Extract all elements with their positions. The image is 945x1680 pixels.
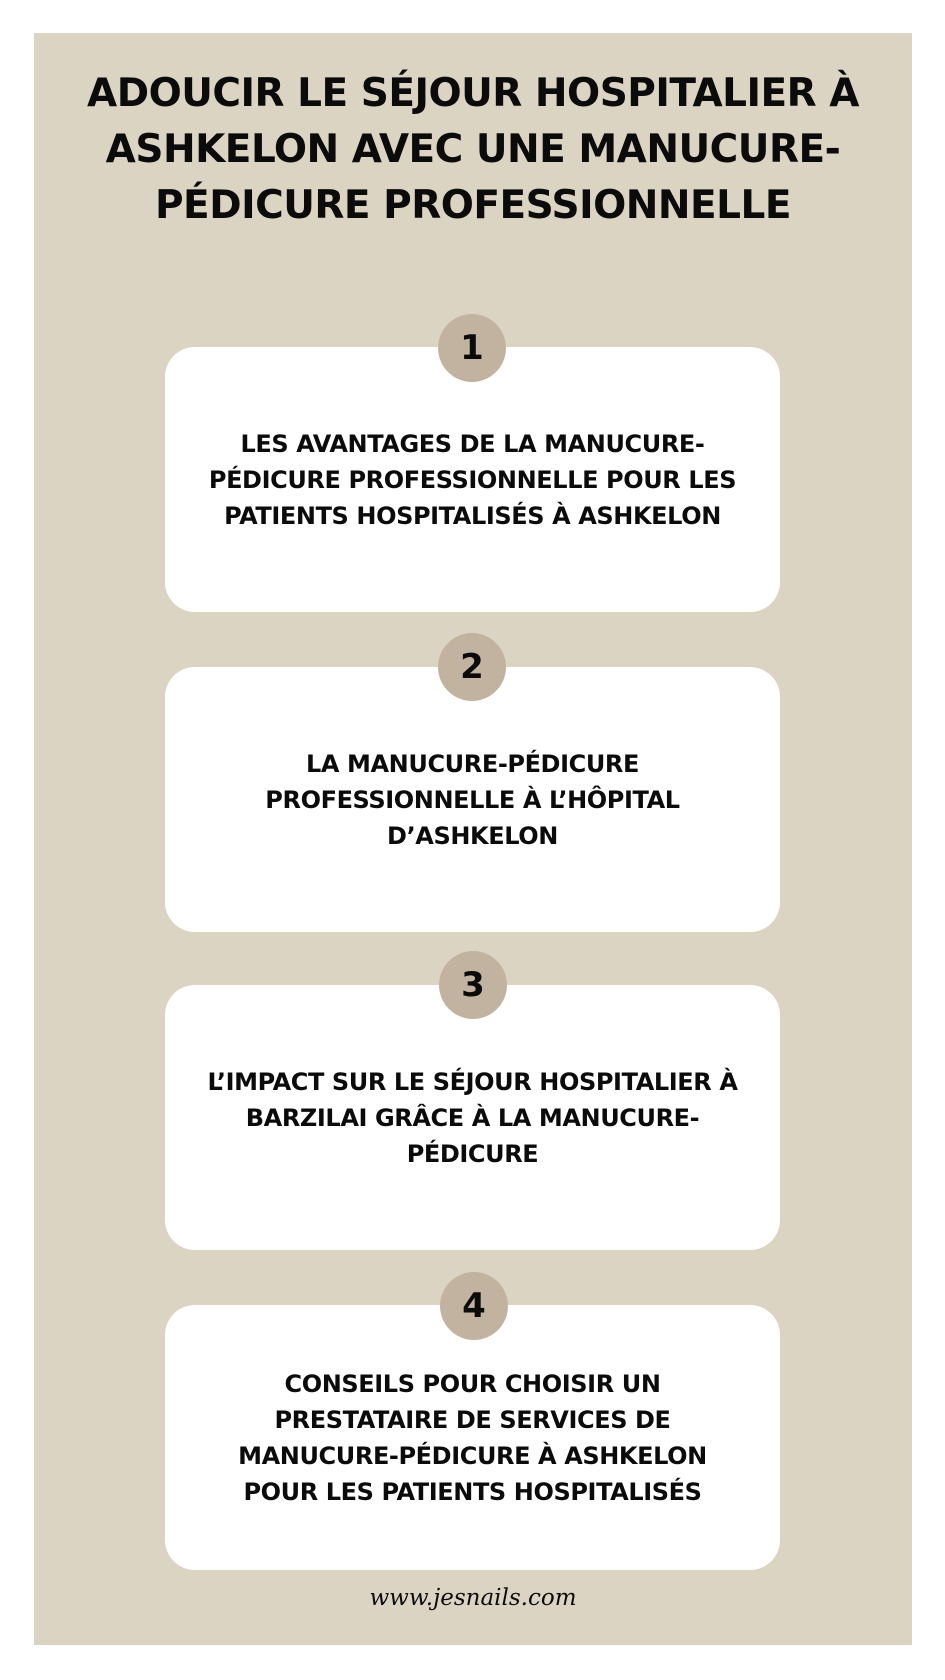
step-number-badge-2: 2 (438, 633, 506, 701)
step-text-4: CONSEILS POUR CHOISIR UN PRESTATAIRE DE SERVICES DE MANUCURE-PÉDICURE À ASHKELON POUR LES PATIENTS HOSPITALISÉS (238, 1369, 707, 1506)
infographic-title: ADOUCIR LE SÉJOUR HOSPITALIER À ASHKELON AVEC UNE MANUCURE-PÉDICURE PROFESSIONNELLE (87, 71, 859, 228)
step-number-badge-1: 1 (438, 314, 506, 382)
step-number-badge-4: 4 (440, 1272, 508, 1340)
step-card-4 (165, 1305, 780, 1570)
step-text-1: LES AVANTAGES DE LA MANUCURE-PÉDICURE PROFESSIONNELLE POUR LES PATIENTS HOSPITALISÉS À ASHKELON (208, 429, 737, 530)
step-card-3 (165, 985, 780, 1250)
step-number-badge-3: 3 (439, 951, 507, 1019)
step-text-3: L’IMPACT SUR LE SÉJOUR HOSPITALIER À BARZILAI GRÂCE À LA MANUCURE-PÉDICURE (207, 1067, 738, 1168)
step-text-2: LA MANUCURE-PÉDICURE PROFESSIONNELLE À L’HÔPITAL D’ASHKELON (265, 749, 680, 850)
website-url[interactable]: www.jesnails.com (369, 1585, 577, 1611)
step-card-1 (165, 347, 780, 612)
step-card-2 (165, 667, 780, 932)
